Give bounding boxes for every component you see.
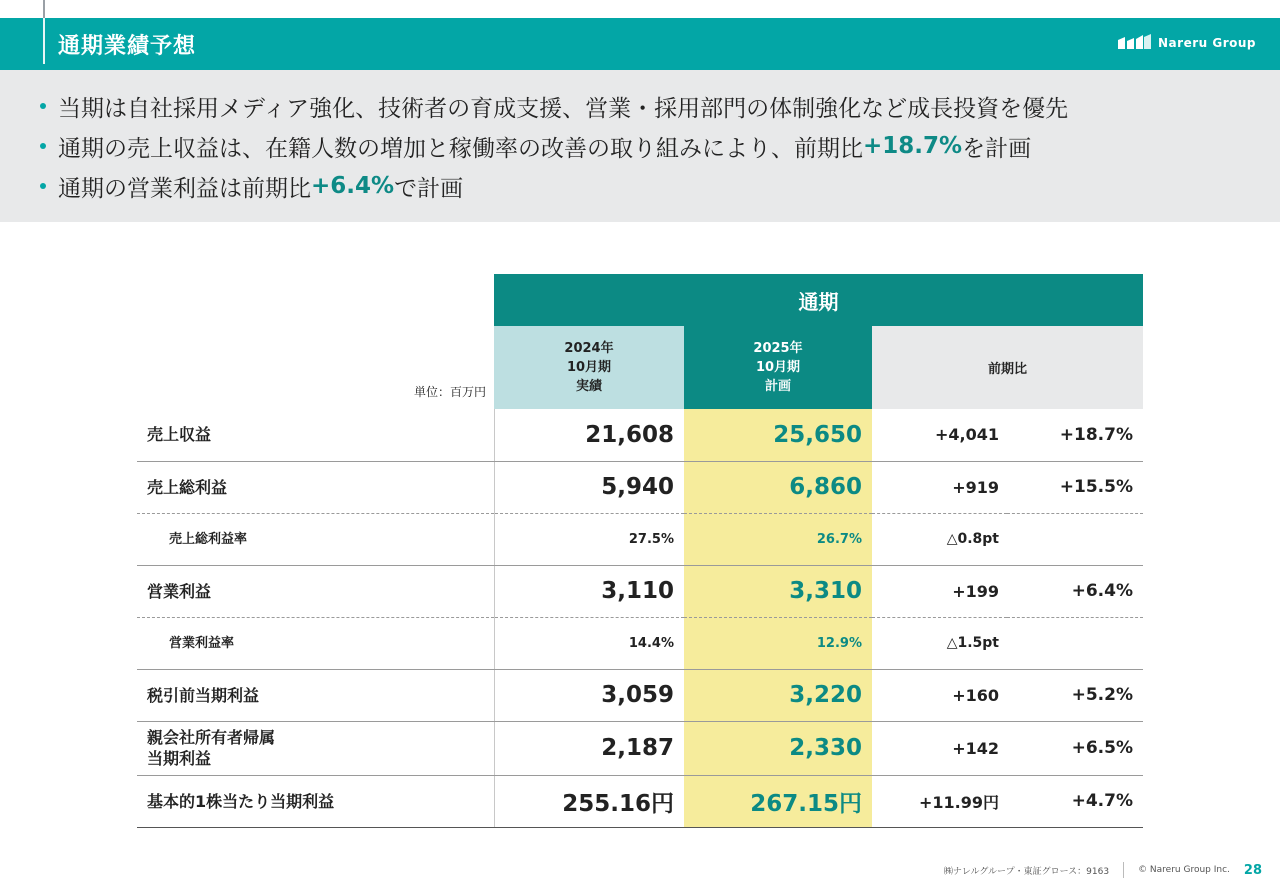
nareru-logo-icon <box>1118 34 1152 52</box>
value-2025: 25,650 <box>684 409 872 461</box>
value-pct: +18.7% <box>1007 409 1143 461</box>
table-row <box>137 669 1143 721</box>
logo-text: Nareru Group <box>1158 36 1256 50</box>
value-2025: 6,860 <box>684 461 872 513</box>
page-title: 通期業績予想 <box>58 34 197 59</box>
bullet-text-suffix: で計画 <box>394 175 464 202</box>
header-bar <box>0 18 1280 70</box>
footer-copyright: © Nareru Group Inc. <box>1138 865 1230 875</box>
value-diff: +142 <box>872 721 1007 775</box>
table-row <box>137 513 1143 565</box>
value-2024: 27.5% <box>494 513 684 565</box>
value-pct: +6.4% <box>1007 565 1143 617</box>
page-number: 28 <box>1243 862 1262 878</box>
footer <box>944 862 1262 878</box>
value-2024: 3,110 <box>494 565 684 617</box>
summary-bullet <box>40 166 1280 206</box>
company-logo <box>1118 34 1256 52</box>
row-label: 売上総利益率 <box>137 513 494 565</box>
summary-bullet <box>40 126 1280 166</box>
value-2024: 5,940 <box>494 461 684 513</box>
bullet-dot-icon <box>40 103 46 109</box>
value-diff: +11.99円 <box>872 775 1007 827</box>
value-2024: 14.4% <box>494 617 684 669</box>
header-line: 10月期 <box>755 360 801 375</box>
value-pct: +15.5% <box>1007 461 1143 513</box>
value-diff: △0.8pt <box>872 513 1007 565</box>
value-pct: +4.7% <box>1007 775 1143 827</box>
value-diff: +199 <box>872 565 1007 617</box>
row-label: 売上総利益 <box>137 461 494 513</box>
bullet-text: 当期は自社採用メディア強化、技術者の育成支援、営業・採用部門の体制強化など成長投資を優先 <box>58 95 1069 122</box>
value-2024: 255.16円 <box>494 775 684 827</box>
value-2025: 12.9% <box>684 617 872 669</box>
bullet-dot-icon <box>40 143 46 149</box>
title-marker <box>43 0 45 18</box>
value-2024: 2,187 <box>494 721 684 775</box>
unit-label: 単位：百万円 <box>413 385 486 399</box>
row-label: 基本的1株当たり当期利益 <box>137 775 494 827</box>
column-header-2025 <box>684 326 872 409</box>
value-diff: +4,041 <box>872 409 1007 461</box>
footer-company: ㈱ナレルグループ・東証グロース：9163 <box>943 866 1110 877</box>
row-label-line: 当期利益 <box>147 749 212 768</box>
bullet-highlight: +6.4% <box>311 173 395 199</box>
table-row <box>137 409 1143 461</box>
header-line: 10月期 <box>566 360 612 375</box>
table-row <box>137 565 1143 617</box>
forecast-table <box>137 274 1143 828</box>
title-divider <box>43 18 45 64</box>
value-2024: 21,608 <box>494 409 684 461</box>
value-2025: 3,310 <box>684 565 872 617</box>
row-label: 売上収益 <box>137 409 494 461</box>
row-label: 税引前当期利益 <box>137 669 494 721</box>
value-2025: 267.15円 <box>684 775 872 827</box>
bullet-text: 通期の営業利益は前期比 <box>58 175 311 202</box>
row-label-line: 親会社所有者帰属 <box>147 728 276 747</box>
value-pct <box>1007 513 1143 565</box>
value-2025: 3,220 <box>684 669 872 721</box>
row-label: 営業利益率 <box>137 617 494 669</box>
bullet-text: 通期の売上収益は、在籍人数の増加と稼働率の改善の取り組みにより、前期比 <box>58 135 863 162</box>
value-2024: 3,059 <box>494 669 684 721</box>
column-header-diff: 前期比 <box>872 326 1143 409</box>
summary-bullet <box>40 86 1280 126</box>
header-line: 2025年 <box>753 341 803 356</box>
value-diff: +919 <box>872 461 1007 513</box>
value-pct: +6.5% <box>1007 721 1143 775</box>
row-label: 営業利益 <box>137 565 494 617</box>
table-row <box>137 461 1143 513</box>
value-2025: 2,330 <box>684 721 872 775</box>
row-label <box>137 721 494 775</box>
bullet-text-suffix: を計画 <box>962 135 1032 162</box>
value-pct <box>1007 617 1143 669</box>
column-header-2024 <box>494 326 684 409</box>
top-strip <box>0 0 1280 18</box>
table-row <box>137 721 1143 775</box>
table-row <box>137 775 1143 827</box>
value-2025: 26.7% <box>684 513 872 565</box>
header-line: 計画 <box>764 379 791 394</box>
summary-panel <box>0 70 1280 222</box>
table-row <box>137 617 1143 669</box>
value-diff: △1.5pt <box>872 617 1007 669</box>
value-diff: +160 <box>872 669 1007 721</box>
header-line: 2024年 <box>564 341 614 356</box>
group-header: 通期 <box>494 274 1143 326</box>
value-pct: +5.2% <box>1007 669 1143 721</box>
header-line: 実績 <box>575 379 602 394</box>
bullet-dot-icon <box>40 183 46 189</box>
footer-divider <box>1123 862 1124 878</box>
bullet-highlight: +18.7% <box>863 133 963 159</box>
